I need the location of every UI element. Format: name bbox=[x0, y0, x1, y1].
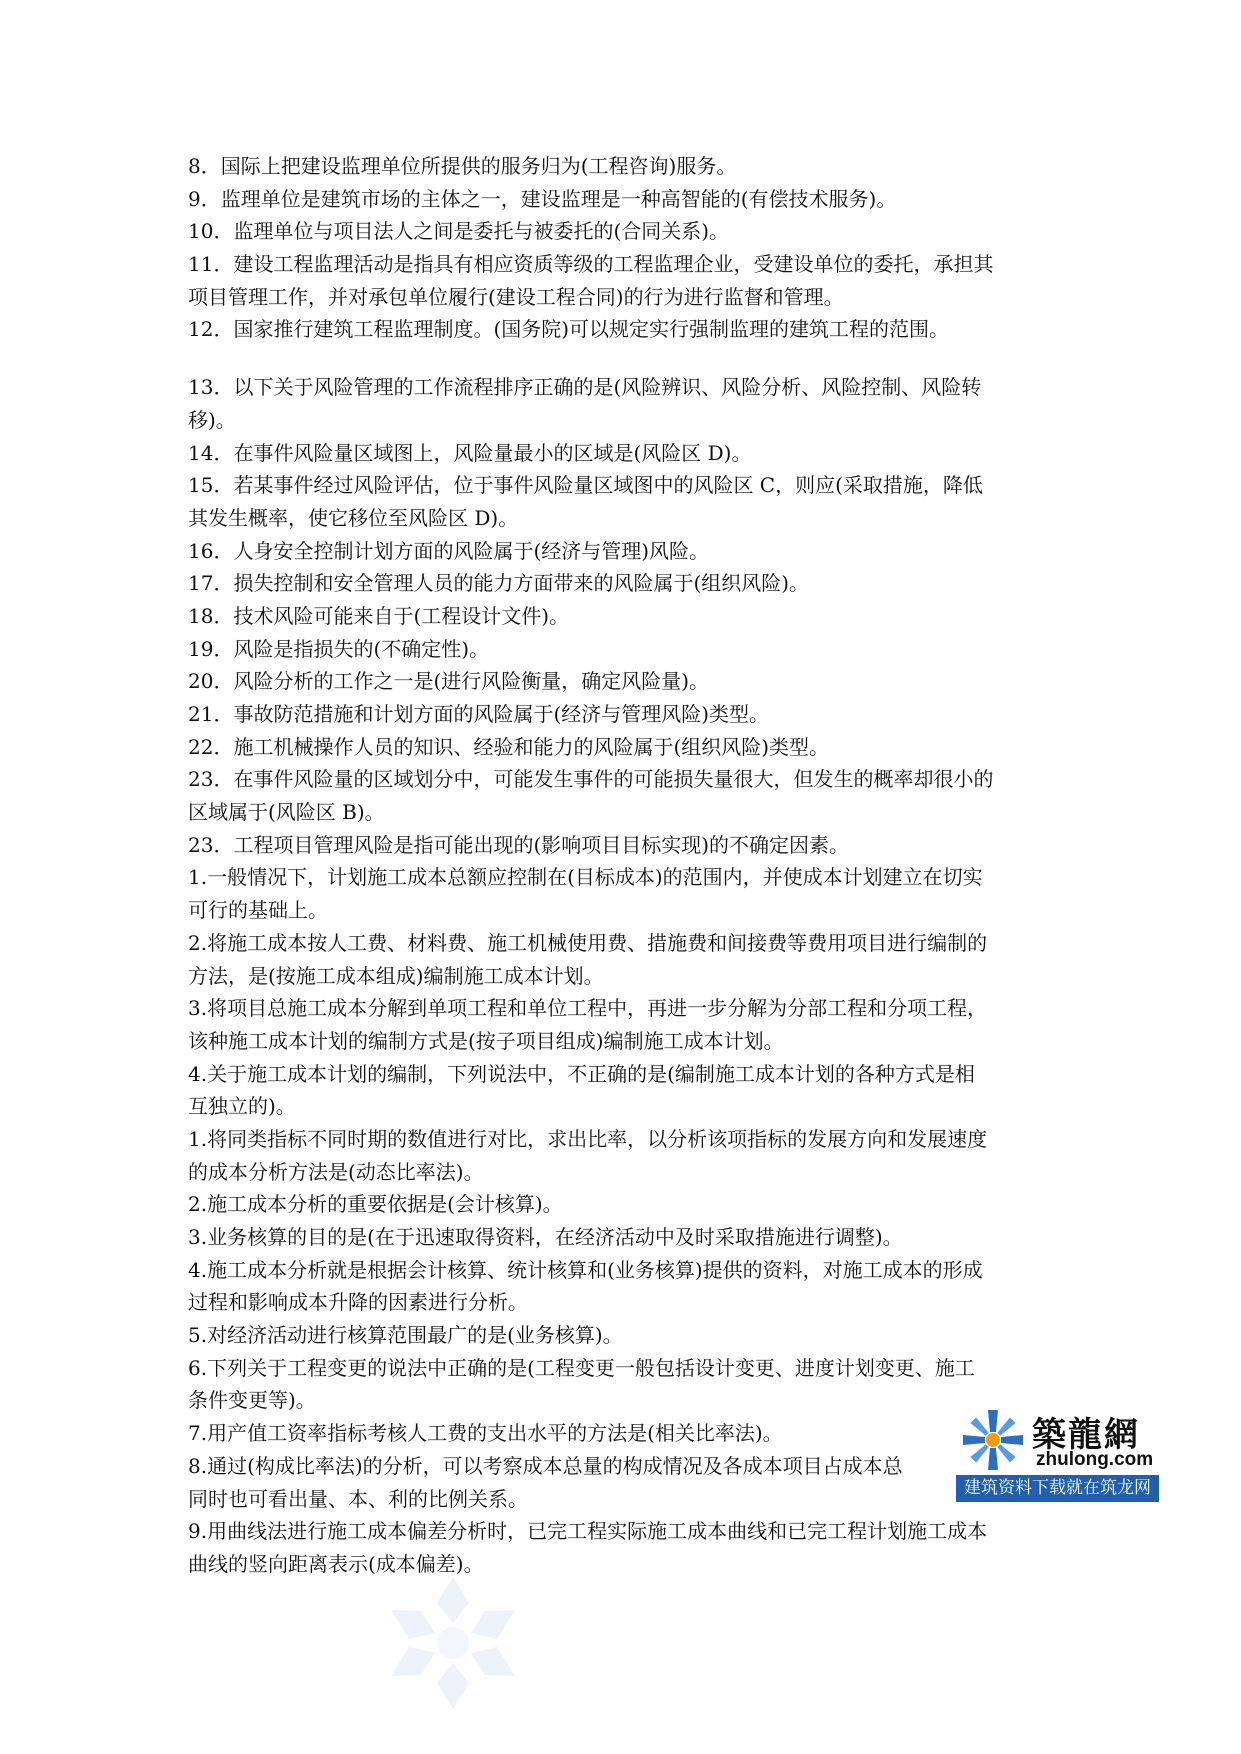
text-line: 1.将同类指标不同时期的数值进行对比，求出比率，以分析该项指标的发展方向和发展速度 bbox=[188, 1126, 988, 1151]
logo-header bbox=[956, 1403, 1159, 1475]
text-line: 12．国家推行建筑工程监理制度。(国务院)可以规定实行强制监理的建筑工程的范围。 bbox=[188, 317, 950, 342]
text-line: 7.用产值工资率指标考核人工费的支出水平的方法是(相关比率法)。 bbox=[188, 1421, 783, 1446]
document-body bbox=[188, 150, 1063, 1581]
text-line: 2.施工成本分析的重要依据是(会计核算)。 bbox=[188, 1192, 563, 1217]
text-line: 19．风险是指损失的(不确定性)。 bbox=[188, 636, 490, 661]
text-line: 17．损失控制和安全管理人员的能力方面带来的风险属于(组织风险)。 bbox=[188, 571, 810, 596]
text-line: 9．监理单位是建筑市场的主体之一，建设监理是一种高智能的(有偿技术服务)。 bbox=[188, 186, 897, 211]
text-line: 过程和影响成本升降的因素进行分析。 bbox=[188, 1290, 528, 1315]
text-line: 23．在事件风险量的区域划分中，可能发生事件的可能损失量很大，但发生的概率却很小的 bbox=[188, 767, 994, 792]
text-line: 1.一般情况下，计划施工成本总额应控制在(目标成本)的范围内，并使成本计划建立在切实 bbox=[188, 865, 983, 890]
text-line: 22．施工机械操作人员的知识、经验和能力的风险属于(组织风险)类型。 bbox=[188, 734, 830, 759]
text-line: 9.用曲线法进行施工成本偏差分析时，已完工程实际施工成本曲线和已完工程计划施工成本 bbox=[188, 1519, 988, 1544]
text-line: 其发生概率，使它移位至风险区 D)。 bbox=[188, 505, 519, 530]
text-line: 18．技术风险可能来自于(工程设计文件)。 bbox=[188, 603, 570, 628]
text-line: 项目管理工作，并对承包单位履行(建设工程合同)的行为进行监督和管理。 bbox=[188, 284, 844, 309]
logo-domain: zhulong.com bbox=[1036, 1449, 1154, 1470]
text-line: 互独立的)。 bbox=[188, 1094, 296, 1119]
text-line: 区域属于(风险区 B)。 bbox=[188, 800, 385, 825]
text-line: 20．风险分析的工作之一是(进行风险衡量，确定风险量)。 bbox=[188, 669, 710, 694]
text-line: 5.对经济活动进行核算范围最广的是(业务核算)。 bbox=[188, 1323, 623, 1348]
text-line: 10．监理单位与项目法人之间是委托与被委托的(合同关系)。 bbox=[188, 219, 730, 244]
text-line: 4.关于施工成本计划的编制，下列说法中，不正确的是(编制施工成本计划的各种方式是相 bbox=[188, 1061, 975, 1086]
faint-snowflake-watermark-icon bbox=[385, 1573, 521, 1713]
logo-slogan: 建筑资料下载就在筑龙网 bbox=[956, 1475, 1159, 1502]
logo-chinese-name: 築龍網 bbox=[1032, 1415, 1140, 1455]
text-line: 3.业务核算的目的是(在于迅速取得资料，在经济活动中及时采取措施进行调整)。 bbox=[188, 1225, 903, 1249]
text-line: 8．国际上把建设监理单位所提供的服务归为(工程咨询)服务。 bbox=[188, 154, 737, 178]
text-line: 14．在事件风险量区域图上，风险量最小的区域是(风险区 D)。 bbox=[188, 440, 752, 465]
text-line: 同时也可看出量、本、利的比例关系。 bbox=[188, 1486, 528, 1511]
text-line: 的成本分析方法是(动态比率法)。 bbox=[188, 1159, 484, 1184]
text-line: 8.通过(构成比率法)的分析，可以考察成本总量的构成情况及各成本项目占成本总 bbox=[188, 1453, 903, 1478]
text-line: 2.将施工成本按人工费、材料费、施工机械使用费、措施费和间接费等费用项目进行编制的 bbox=[188, 930, 988, 955]
text-line: 可行的基础上。 bbox=[188, 898, 328, 923]
text-line: 该种施工成本计划的编制方式是(按子项目组成)编制施工成本计划。 bbox=[188, 1028, 784, 1053]
text-line: 16．人身安全控制计划方面的风险属于(经济与管理)风险。 bbox=[188, 538, 710, 563]
text-line: 方法，是(按施工成本组成)编制施工成本计划。 bbox=[188, 963, 604, 988]
snowflake-logo-icon bbox=[960, 1407, 1026, 1473]
text-line: 4.施工成本分析就是根据会计核算、统计核算和(业务核算)提供的资料，对施工成本的形成 bbox=[188, 1257, 983, 1282]
text-line: 21．事故防范措施和计划方面的风险属于(经济与管理风险)类型。 bbox=[188, 702, 770, 726]
text-line: 15．若某事件经过风险评估，位于事件风险量区域图中的风险区 C，则应(采取措施，降低 bbox=[188, 473, 983, 498]
paragraph-gap bbox=[188, 346, 1063, 371]
text-line: 条件变更等)。 bbox=[188, 1388, 316, 1413]
text-line: 3.将项目总施工成本分解到单项工程和单位工程中，再进一步分解为分部工程和分项工程， bbox=[188, 996, 988, 1021]
zhulong-watermark-logo bbox=[956, 1403, 1159, 1502]
text-line: 曲线的竖向距离表示(成本偏差)。 bbox=[188, 1551, 484, 1576]
text-line: 23．工程项目管理风险是指可能出现的(影响项目目标实现)的不确定因素。 bbox=[188, 832, 850, 857]
text-line: 11．建设工程监理活动是指具有相应资质等级的工程监理企业，受建设单位的委托，承担其 bbox=[188, 252, 994, 277]
text-line: 13．以下关于风险管理的工作流程排序正确的是(风险辨识、风险分析、风险控制、风险转 bbox=[188, 375, 982, 400]
text-line: 6.下列关于工程变更的说法中正确的是(工程变更一般包括设计变更、进度计划变更、施工 bbox=[188, 1355, 975, 1380]
text-line: 移)。 bbox=[188, 407, 236, 432]
